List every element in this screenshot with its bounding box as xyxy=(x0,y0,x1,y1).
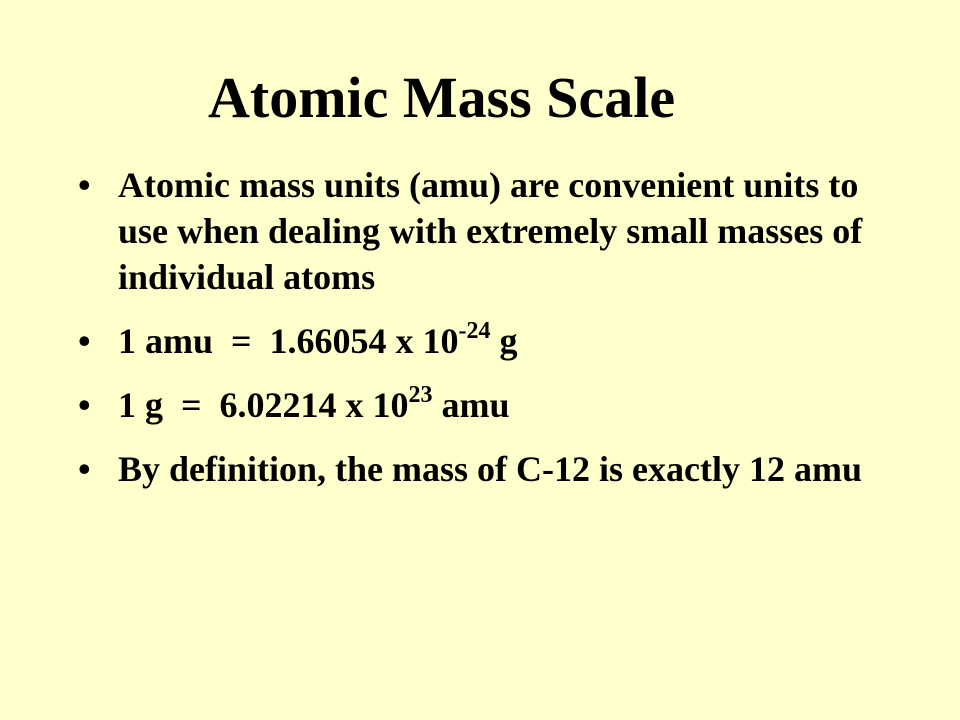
equation-unit: g xyxy=(490,321,518,361)
bullet-item-carbon-12 xyxy=(70,446,890,492)
bullet-icon: • xyxy=(78,165,91,205)
equation-unit: amu xyxy=(432,385,510,425)
bullet-icon: • xyxy=(78,449,91,489)
slide-title: Atomic Mass Scale xyxy=(208,65,676,130)
bullet-text: By definition, the mass of C-12 is exactly 12 amu xyxy=(118,449,862,489)
equation-exponent: -24 xyxy=(458,318,491,344)
equation-lead: 1 amu = 1.66054 x 10 xyxy=(118,321,459,361)
bullet-item-amu-to-grams xyxy=(70,318,890,364)
equation-lead: 1 g = 6.02214 x 10 xyxy=(118,385,409,425)
bullet-list xyxy=(70,162,890,492)
equation-exponent: 23 xyxy=(408,382,433,408)
bullet-icon: • xyxy=(78,321,91,361)
bullet-text: Atomic mass units (amu) are convenient units to use when dealing with extremely small masses of individual atoms xyxy=(118,165,863,297)
bullet-item-grams-to-amu xyxy=(70,382,890,428)
bullet-item-amu-definition xyxy=(70,162,890,300)
bullet-icon: • xyxy=(78,385,91,425)
